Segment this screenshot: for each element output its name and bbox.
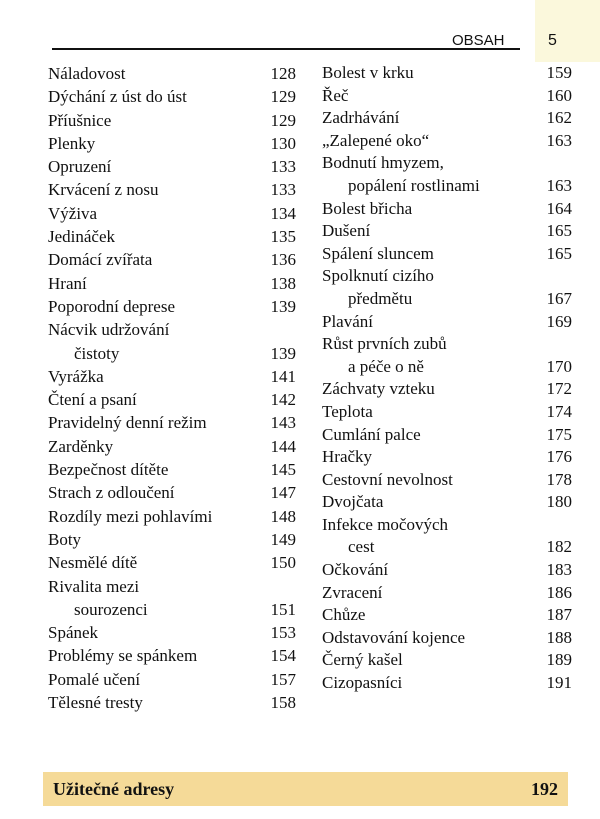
toc-entry[interactable] <box>48 668 296 691</box>
toc-entry-title: Infekce močových <box>322 514 449 534</box>
toc-entry-page: 191 <box>546 673 572 693</box>
toc-entry-page: 160 <box>546 85 572 105</box>
toc-entry-title: Řeč <box>322 85 349 105</box>
toc-entry[interactable] <box>48 481 296 504</box>
toc-entry[interactable] <box>48 178 296 201</box>
toc-entry-page: 164 <box>546 198 572 218</box>
toc-entry[interactable] <box>322 130 572 153</box>
toc-entry[interactable] <box>48 435 296 458</box>
toc-entry[interactable] <box>48 644 296 667</box>
toc-entry-page: 188 <box>546 627 572 647</box>
toc-entry-title: sourozenci <box>74 599 148 619</box>
toc-entry[interactable] <box>322 378 572 401</box>
toc-entry[interactable] <box>48 272 296 295</box>
toc-entry-title: Užitečné adresy <box>53 778 175 799</box>
toc-entry[interactable] <box>322 604 572 627</box>
toc-entry-page: 148 <box>270 506 296 526</box>
toc-entry-page: 130 <box>270 133 296 153</box>
toc-entry-page: 141 <box>270 366 296 386</box>
toc-entry-title: Problémy se spánkem <box>48 646 198 666</box>
toc-entry-title: Cizopasníci <box>322 673 403 693</box>
toc-entry-title: Pomalé učení <box>48 669 141 689</box>
toc-entry-page: 157 <box>270 669 296 689</box>
toc-entry[interactable] <box>322 672 572 695</box>
toc-entry-title: Záchvaty vzteku <box>322 379 435 399</box>
toc-entry-title: Bolest břicha <box>322 198 413 218</box>
toc-entry[interactable] <box>322 85 572 108</box>
toc-entry[interactable] <box>322 582 572 605</box>
toc-entry-page: 133 <box>270 157 296 177</box>
toc-entry[interactable] <box>48 691 296 714</box>
toc-entry-title: Plavání <box>322 311 373 331</box>
toc-entry[interactable] <box>322 243 572 266</box>
toc-entry-title: Cestovní nevolnost <box>322 469 453 489</box>
toc-entry-title: Čtení a psaní <box>48 390 137 410</box>
toc-entry-page: 158 <box>270 693 296 713</box>
toc-entry-page: 186 <box>546 582 572 602</box>
toc-entry-title: Výživa <box>48 203 98 223</box>
toc-entry-page: 143 <box>270 413 296 433</box>
toc-entry-page: 138 <box>270 273 296 293</box>
toc-entry-title: Spolknutí cizího <box>322 266 434 286</box>
toc-entry[interactable] <box>48 155 296 178</box>
toc-entry[interactable] <box>322 198 572 221</box>
toc-entry[interactable] <box>322 107 572 130</box>
toc-entry[interactable] <box>48 225 296 248</box>
toc-entry-page: 180 <box>546 492 572 512</box>
toc-entry-page: 150 <box>270 553 296 573</box>
toc-entry-title: Krvácení z nosu <box>48 180 159 200</box>
toc-entry[interactable] <box>48 551 296 574</box>
toc-entry-page: 134 <box>270 203 296 223</box>
toc-entry[interactable] <box>322 62 572 85</box>
toc-entry-title: Zarděnky <box>48 436 114 456</box>
toc-entry-title: Rivalita mezi <box>48 576 140 596</box>
toc-entry-page: 170 <box>546 356 572 376</box>
toc-entry-title: Očkování <box>322 560 389 580</box>
toc-entry-page: 144 <box>270 436 296 456</box>
toc-entry[interactable] <box>48 458 296 481</box>
toc-entry-title: a péče o ně <box>348 356 424 376</box>
toc-entry[interactable] <box>48 365 296 388</box>
toc-entry[interactable] <box>322 649 572 672</box>
toc-entry[interactable] <box>322 424 572 447</box>
toc-entry-page: 129 <box>270 87 296 107</box>
toc-entry-title: Hraní <box>48 273 87 293</box>
toc-entry-page: 192 <box>531 778 558 799</box>
toc-entry[interactable] <box>322 333 572 378</box>
toc-entry-page: 128 <box>270 64 296 83</box>
toc-entry-useful-addresses[interactable] <box>43 772 568 806</box>
toc-entry-title: „Zalepené oko“ <box>322 130 430 150</box>
toc-entry-title: Bodnutí hmyzem, <box>322 153 444 173</box>
toc-entry-page: 169 <box>546 311 572 331</box>
toc-entry-page: 183 <box>546 560 572 580</box>
toc-entry-page: 133 <box>270 180 296 200</box>
toc-entry-page: 139 <box>270 343 296 363</box>
toc-entry[interactable] <box>48 62 296 85</box>
toc-entry-title: Cumlání palce <box>322 424 421 444</box>
toc-entry[interactable] <box>48 505 296 528</box>
toc-entry[interactable] <box>48 202 296 225</box>
toc-entry-page: 163 <box>546 130 572 150</box>
toc-entry-title: čistoty <box>74 343 120 363</box>
toc-entry-title: Spánek <box>48 623 99 643</box>
toc-entry[interactable] <box>48 528 296 551</box>
toc-entry[interactable] <box>48 132 296 155</box>
toc-entry-title: Nesmělé dítě <box>48 553 138 573</box>
toc-entry-page: 142 <box>270 390 296 410</box>
toc-entry-page: 182 <box>546 537 572 557</box>
toc-entry-title: Nácvik udržování <box>48 320 170 340</box>
toc-entry-title: Hračky <box>322 447 373 467</box>
toc-entry-page: 175 <box>546 424 572 444</box>
toc-entry-page: 178 <box>546 469 572 489</box>
toc-column-right <box>322 62 572 695</box>
toc-entry-title: Strach z odloučení <box>48 483 175 503</box>
page-corner-tint <box>535 0 600 62</box>
toc-entry-title: Zadrhávání <box>322 108 400 128</box>
toc-entry[interactable] <box>322 446 572 469</box>
toc-entry[interactable] <box>48 388 296 411</box>
toc-entry-title: Domácí zvířata <box>48 250 153 270</box>
toc-entry[interactable] <box>48 248 296 271</box>
toc-entry-page: 136 <box>270 250 296 270</box>
toc-entry-title: popálení rostlinami <box>348 175 480 195</box>
toc-entry-title: cest <box>348 537 375 557</box>
toc-entry-title: Plenky <box>48 133 96 153</box>
toc-entry-title: Černý kašel <box>322 650 403 670</box>
toc-entry[interactable] <box>48 85 296 108</box>
header-rule <box>52 48 520 50</box>
toc-entry-page: 172 <box>546 379 572 399</box>
toc-entry-title: Růst prvních zubů <box>322 334 447 354</box>
toc-entry-title: předmětu <box>348 288 413 308</box>
toc-entry-title: Poporodní deprese <box>48 296 176 316</box>
toc-entry-page: 174 <box>546 401 572 421</box>
toc-entry-title: Rozdíly mezi pohlavími <box>48 506 213 526</box>
toc-entry-title: Opruzení <box>48 157 112 177</box>
toc-entry-title: Bezpečnost dítěte <box>48 460 169 480</box>
toc-entry-title: Spálení sluncem <box>322 243 434 263</box>
toc-entry-page: 135 <box>270 227 296 247</box>
toc-entry[interactable] <box>322 220 572 243</box>
toc-entry[interactable] <box>322 491 572 514</box>
toc-entry-page: 187 <box>546 605 572 625</box>
toc-entry-title: Pravidelný denní režim <box>48 413 207 433</box>
toc-entry-page: 165 <box>546 243 572 263</box>
toc-entry-page: 139 <box>270 296 296 316</box>
toc-entry-page: 129 <box>270 110 296 130</box>
toc-entry[interactable] <box>48 295 296 318</box>
toc-entry-page: 163 <box>546 175 572 195</box>
toc-entry-page: 189 <box>546 650 572 670</box>
toc-entry[interactable] <box>322 265 572 310</box>
toc-entry[interactable] <box>48 621 296 644</box>
toc-entry-page: 159 <box>546 63 572 82</box>
toc-entry[interactable] <box>322 152 572 197</box>
toc-entry[interactable] <box>48 575 296 622</box>
toc-entry-page: 151 <box>270 599 296 619</box>
toc-entry-title: Vyrážka <box>48 366 104 386</box>
section-title: OBSAH <box>452 32 505 49</box>
toc-entry-title: Náladovost <box>48 64 126 83</box>
toc-entry-title: Zvracení <box>322 582 383 602</box>
toc-entry[interactable] <box>322 559 572 582</box>
toc-entry[interactable] <box>48 411 296 434</box>
page-number: 5 <box>548 32 557 49</box>
toc-entry-title: Dvojčata <box>322 492 384 512</box>
toc-entry[interactable] <box>322 514 572 559</box>
toc-entry-title: Příušnice <box>48 110 112 130</box>
toc-entry-title: Chůze <box>322 605 366 625</box>
toc-entry-page: 145 <box>270 460 296 480</box>
toc-entry-title: Teplota <box>322 401 373 421</box>
toc-entry[interactable] <box>322 627 572 650</box>
toc-entry-page: 167 <box>546 288 572 308</box>
toc-entry[interactable] <box>322 401 572 424</box>
toc-entry-title: Dýchání z úst do úst <box>48 87 187 107</box>
toc-entry[interactable] <box>48 318 296 365</box>
toc-entry-title: Jedináček <box>48 227 116 247</box>
toc-entry-page: 165 <box>546 221 572 241</box>
toc-entry-title: Bolest v krku <box>322 63 414 82</box>
toc-entry[interactable] <box>322 469 572 492</box>
toc-entry[interactable] <box>322 311 572 334</box>
toc-entry-page: 147 <box>270 483 296 503</box>
toc-entry-page: 176 <box>546 447 572 467</box>
toc-entry-page: 149 <box>270 529 296 549</box>
toc-entry-title: Boty <box>48 529 82 549</box>
toc-entry-title: Odstavování kojence <box>322 627 466 647</box>
toc-entry-page: 162 <box>546 108 572 128</box>
toc-entry-page: 154 <box>270 646 296 666</box>
toc-column-left <box>48 62 296 714</box>
toc-entry-page: 153 <box>270 623 296 643</box>
toc-entry-title: Tělesné tresty <box>48 693 143 713</box>
toc-entry[interactable] <box>48 109 296 132</box>
toc-entry-title: Dušení <box>322 221 371 241</box>
